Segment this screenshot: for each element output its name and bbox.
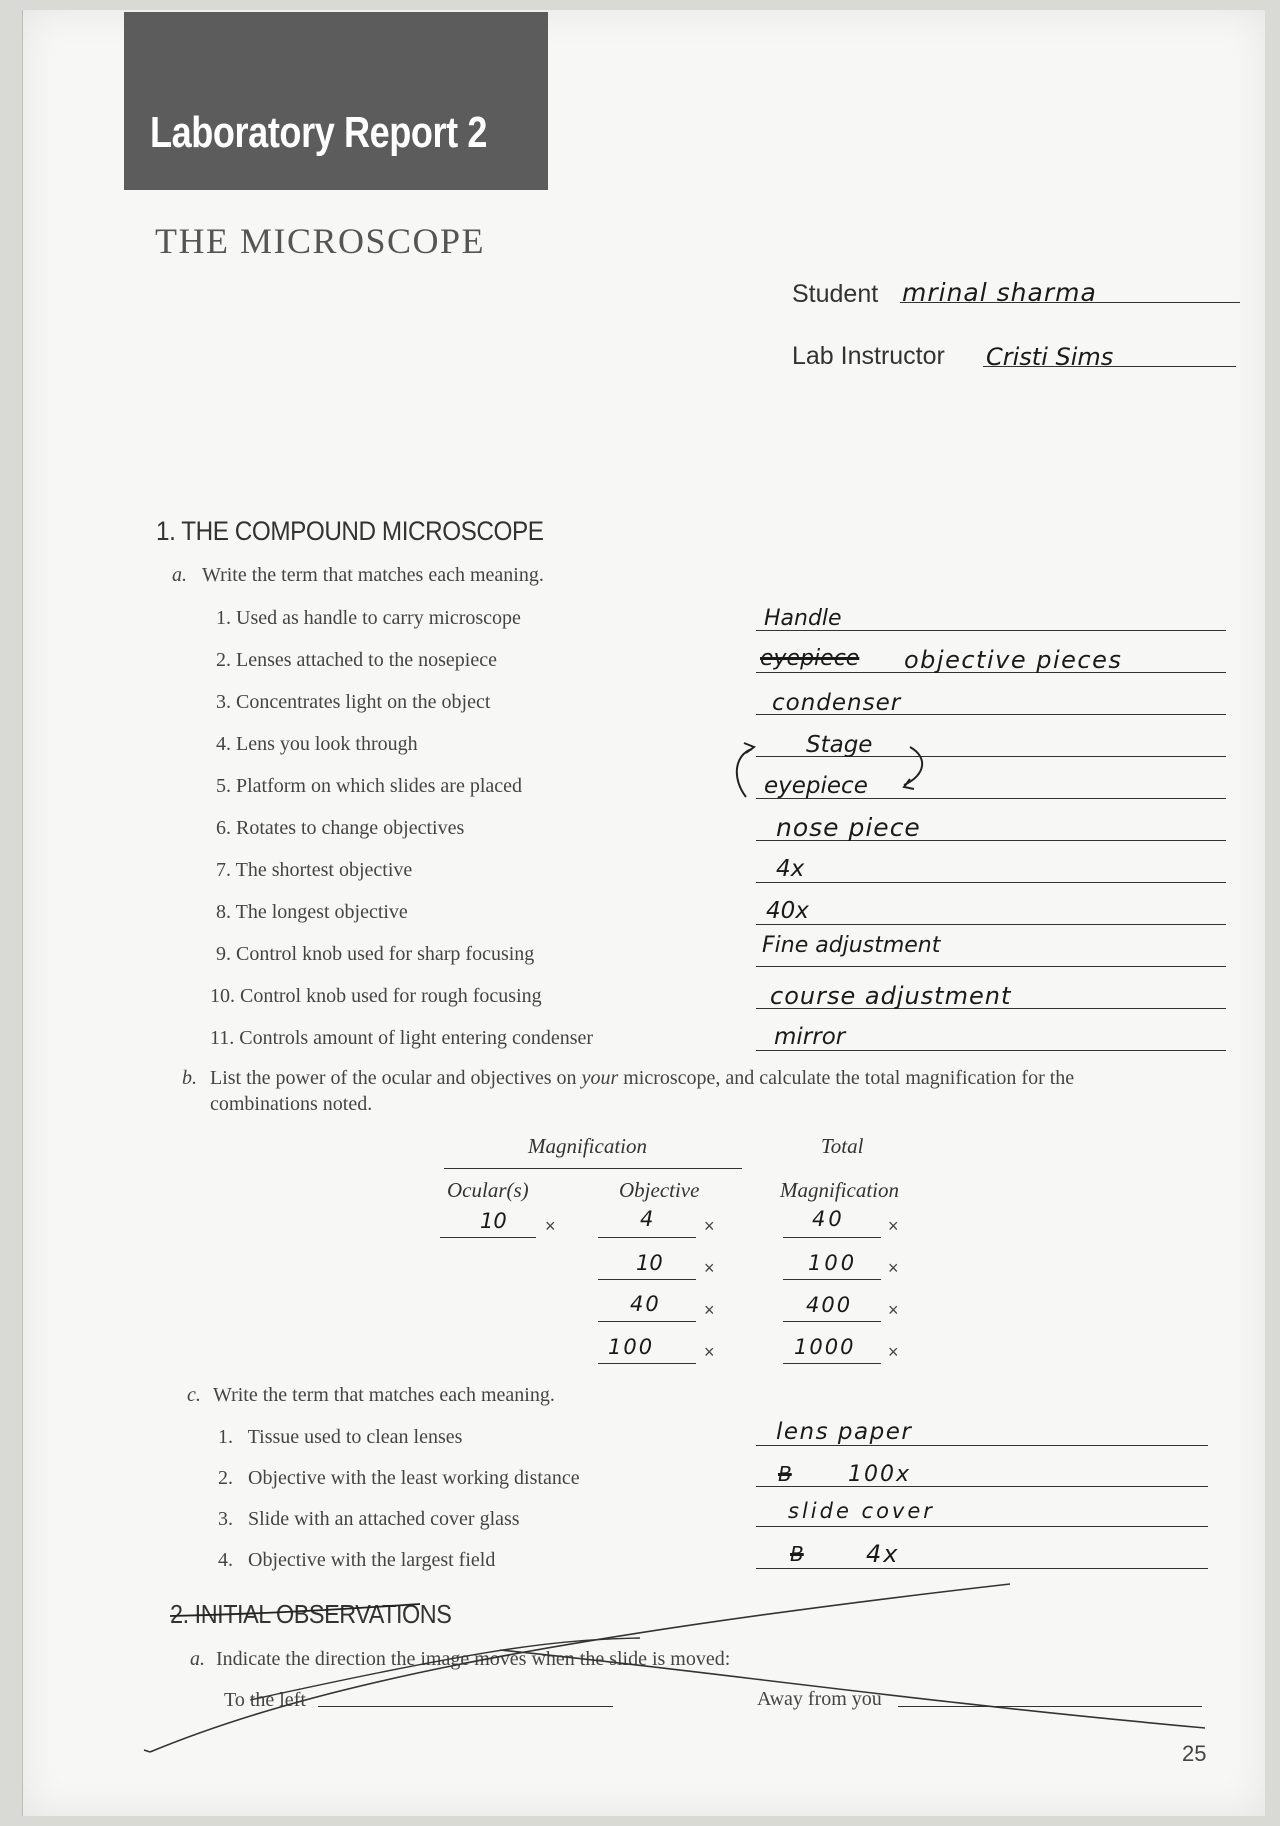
list-item-question: 11. Controls amount of light entering condenser <box>210 1027 594 1049</box>
report-subtitle: THE MICROSCOPE <box>155 221 486 261</box>
page-number: 25 <box>1182 1741 1207 1766</box>
answer-c1: lens paper <box>776 1419 913 1445</box>
section-2-a-label: a. <box>190 1648 205 1670</box>
away-from-you-label: Away from you <box>757 1688 882 1710</box>
objective-value: 100 <box>608 1335 655 1359</box>
instructor-name: Cristi Sims <box>986 343 1114 371</box>
times-sign: × <box>704 1342 715 1362</box>
times-sign: × <box>545 1216 556 1236</box>
instructor-label: Lab Instructor <box>792 342 945 370</box>
list-item-question: 1. Used as handle to carry microscope <box>216 607 521 629</box>
student-name: mrinal sharma <box>902 278 1097 307</box>
objective-header: Objective <box>619 1178 700 1202</box>
ocular-value: 10 <box>480 1209 507 1233</box>
list-item-question: 8. The longest objective <box>216 901 408 923</box>
objective-value: 4 <box>640 1207 654 1231</box>
part-c-label: c. <box>187 1384 201 1406</box>
list-item-question: 10. Control knob used for rough focusing <box>210 985 542 1007</box>
struck-answer-c2: B <box>778 1462 792 1486</box>
total-header: Total <box>821 1134 864 1158</box>
part-b-prompt: List the power of the ocular and objectives on your microscope, and calculate the total magnification for the <box>210 1067 1075 1089</box>
struck-answer-2: eyepiece <box>760 646 860 671</box>
objective-value: 40 <box>630 1292 661 1316</box>
answer-7: 4x <box>776 856 805 882</box>
answer-8: 40x <box>766 898 809 924</box>
part-b-label: b. <box>182 1067 197 1089</box>
times-sign: × <box>704 1216 715 1236</box>
list-item-question: 5. Platform on which slides are placed <box>216 775 523 797</box>
answer-9: Fine adjustment <box>762 933 941 958</box>
list-item-question: 6. Rotates to change objectives <box>216 817 465 839</box>
total-magnification-header: Magnification <box>780 1178 899 1202</box>
answer-2: objective pieces <box>904 646 1123 674</box>
list-item-question: 2. Objective with the least working distance <box>218 1467 580 1489</box>
student-label: Student <box>792 280 879 308</box>
times-sign: × <box>888 1300 899 1320</box>
answer-c4: 4x <box>866 1540 900 1568</box>
part-a-prompt: Write the term that matches each meaning. <box>202 564 544 586</box>
list-item-question: 2. Lenses attached to the nosepiece <box>216 649 497 671</box>
total-value: 100 <box>808 1251 858 1275</box>
section-2-heading: 2. INITIAL OBSERVATIONS <box>170 1599 452 1629</box>
ocular-header: Ocular(s) <box>447 1178 529 1202</box>
times-sign: × <box>704 1300 715 1320</box>
list-item-question: 4. Objective with the largest field <box>218 1549 496 1571</box>
answer-c2: 100x <box>848 1462 912 1487</box>
answer-1: Handle <box>764 606 842 631</box>
times-sign: × <box>888 1258 899 1278</box>
list-item-question: 1. Tissue used to clean lenses <box>218 1426 463 1448</box>
answer-4: Stage <box>806 732 873 758</box>
answer-3: condenser <box>772 690 902 716</box>
total-value: 1000 <box>794 1335 856 1359</box>
total-value: 40 <box>812 1207 845 1231</box>
times-sign: × <box>888 1216 899 1236</box>
list-item-question: 9. Control knob used for sharp focusing <box>216 943 535 965</box>
section-1-heading: 1. THE COMPOUND MICROSCOPE <box>156 516 544 546</box>
part-a-label: a. <box>172 564 187 586</box>
list-item-question: 7. The shortest objective <box>216 859 413 881</box>
list-item-question: 3. Slide with an attached cover glass <box>218 1508 520 1530</box>
times-sign: × <box>704 1258 715 1278</box>
struck-answer-c4: B <box>790 1542 804 1566</box>
answer-6: nose piece <box>776 813 921 842</box>
list-item-question: 3. Concentrates light on the object <box>216 691 491 713</box>
section-2-a-prompt: Indicate the direction the image moves when the slide is moved: <box>216 1648 731 1670</box>
answer-5: eyepiece <box>764 773 868 799</box>
part-c-prompt: Write the term that matches each meaning. <box>213 1384 555 1406</box>
to-the-left-label: To the left <box>224 1689 306 1711</box>
part-b-prompt-line2: combinations noted. <box>210 1093 373 1115</box>
answer-10: course adjustment <box>770 982 1012 1010</box>
report-title: Laboratory Report 2 <box>150 108 488 157</box>
answer-11: mirror <box>774 1024 846 1050</box>
total-value: 400 <box>806 1293 853 1317</box>
objective-value: 10 <box>636 1251 663 1275</box>
list-item-question: 4. Lens you look through <box>216 733 418 755</box>
magnification-header: Magnification <box>528 1134 647 1158</box>
answer-c3: slide cover <box>788 1499 935 1523</box>
times-sign: × <box>888 1342 899 1362</box>
